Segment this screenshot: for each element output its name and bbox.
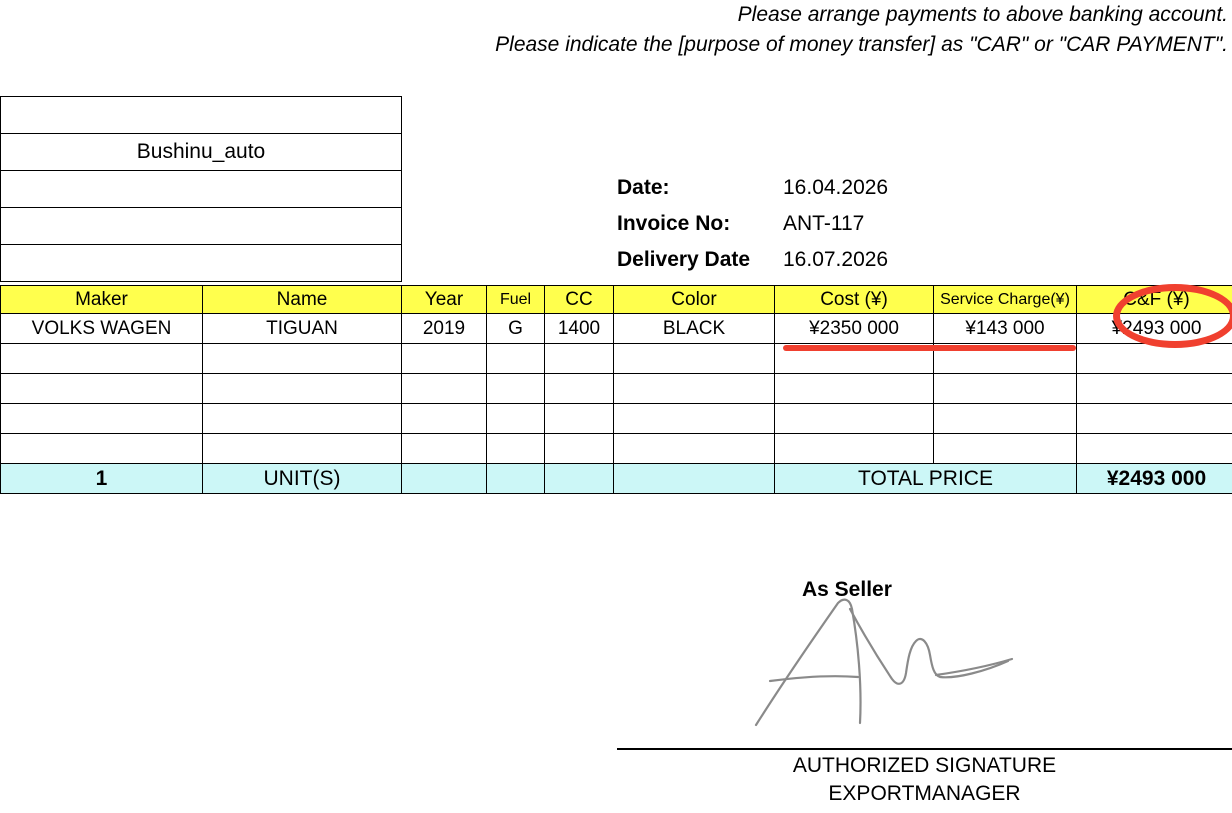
cf-circle-annotation — [1113, 284, 1232, 348]
cell-maker: VOLKS WAGEN — [1, 314, 203, 344]
total-unit-label: UNIT(S) — [203, 464, 402, 494]
total-unit-count: 1 — [1, 464, 203, 494]
column-header-cc: CC — [545, 286, 614, 314]
invoice-no-value: ANT-117 — [783, 212, 865, 235]
column-header-maker: Maker — [1, 286, 203, 314]
handwritten-signature — [740, 595, 1030, 735]
cell-empty — [402, 374, 487, 404]
delivery-date-row — [617, 248, 888, 284]
cell-empty — [934, 404, 1077, 434]
table-row — [1, 434, 1232, 464]
invoice-date-value: 16.04.2026 — [783, 176, 889, 199]
table-row — [1, 314, 1232, 344]
buyer-row-1 — [1, 97, 402, 134]
signature-caption-line-2: EXPORTMANAGER — [828, 782, 1021, 805]
total-price-label: TOTAL PRICE — [775, 464, 1077, 494]
table-row — [1, 171, 402, 208]
cell-empty — [545, 374, 614, 404]
cell-empty — [1, 434, 203, 464]
cell-empty — [487, 404, 545, 434]
total-price-value: ¥2493 000 — [1077, 464, 1232, 494]
cell-cf: ¥2493 000 — [1077, 314, 1232, 344]
cell-empty — [934, 434, 1077, 464]
cell-empty — [545, 344, 614, 374]
payment-note-line-2: Please indicate the [purpose of money transfer] as "CAR" or "CAR PAYMENT". — [495, 33, 1228, 56]
cell-year: 2019 — [402, 314, 487, 344]
payment-note-line-1: Please arrange payments to above banking account. — [737, 3, 1228, 26]
cell-empty — [1077, 434, 1232, 464]
payment-notes — [0, 0, 1232, 60]
cell-empty — [402, 464, 487, 494]
cell-empty — [1077, 404, 1232, 434]
column-header-year: Year — [402, 286, 487, 314]
cell-empty — [614, 404, 775, 434]
buyer-row-3 — [1, 171, 402, 208]
cell-empty — [402, 434, 487, 464]
cell-empty — [545, 404, 614, 434]
invoice-meta — [617, 176, 888, 284]
cell-empty — [775, 434, 934, 464]
table-row — [1, 134, 402, 171]
cell-empty — [614, 374, 775, 404]
cell-empty — [545, 464, 614, 494]
table-row — [1, 374, 1232, 404]
cell-service-charge: ¥143 000 — [934, 314, 1077, 344]
delivery-date-value: 16.07.2026 — [783, 248, 889, 271]
invoice-date-row — [617, 176, 888, 212]
cell-empty — [775, 374, 934, 404]
cell-empty — [487, 374, 545, 404]
cell-cost: ¥2350 000 — [775, 314, 934, 344]
items-header-row — [1, 286, 1232, 314]
cell-empty — [203, 344, 402, 374]
buyer-details-table — [0, 96, 402, 282]
buyer-row-5 — [1, 245, 402, 282]
invoice-items-table — [0, 285, 1232, 494]
cell-empty — [1077, 344, 1232, 374]
cell-empty — [487, 464, 545, 494]
cell-empty — [1, 374, 203, 404]
cell-cc: 1400 — [545, 314, 614, 344]
cell-fuel: G — [487, 314, 545, 344]
table-row — [1, 97, 402, 134]
cell-empty — [775, 404, 934, 434]
buyer-row-4 — [1, 208, 402, 245]
cell-empty — [614, 434, 775, 464]
cell-empty — [402, 404, 487, 434]
cell-empty — [614, 464, 775, 494]
delivery-date-label: Delivery Date — [617, 248, 751, 271]
cell-empty — [203, 374, 402, 404]
signature-caption-line-1: AUTHORIZED SIGNATURE — [792, 754, 1057, 777]
cell-empty — [487, 344, 545, 374]
cell-empty — [934, 374, 1077, 404]
cell-empty — [487, 434, 545, 464]
cell-empty — [1, 404, 203, 434]
cell-empty — [402, 344, 487, 374]
invoice-no-row — [617, 212, 888, 248]
column-header-cost: Cost (¥) — [775, 286, 934, 314]
cell-empty — [203, 404, 402, 434]
cell-empty — [1, 344, 203, 374]
cell-empty — [1077, 374, 1232, 404]
cell-empty — [614, 344, 775, 374]
cell-color: BLACK — [614, 314, 775, 344]
table-row — [1, 208, 402, 245]
total-row — [1, 464, 1232, 494]
invoice-no-label: Invoice No: — [617, 212, 731, 235]
table-row — [1, 404, 1232, 434]
cell-empty — [545, 434, 614, 464]
column-header-cf: C&F (¥) — [1077, 286, 1232, 314]
column-header-name: Name — [203, 286, 402, 314]
table-row — [1, 245, 402, 282]
cost-underline-annotation — [783, 345, 1076, 351]
cell-empty — [203, 434, 402, 464]
column-header-fuel: Fuel — [487, 286, 545, 314]
cell-name: TIGUAN — [203, 314, 402, 344]
signature-caption — [617, 752, 1232, 808]
as-seller-label: As Seller — [802, 578, 892, 601]
buyer-name: Bushinu_auto — [1, 134, 402, 171]
invoice-date-label: Date: — [617, 176, 670, 199]
column-header-color: Color — [614, 286, 775, 314]
signature-divider — [617, 748, 1232, 750]
column-header-service-charge: Service Charge(¥) — [934, 286, 1077, 314]
